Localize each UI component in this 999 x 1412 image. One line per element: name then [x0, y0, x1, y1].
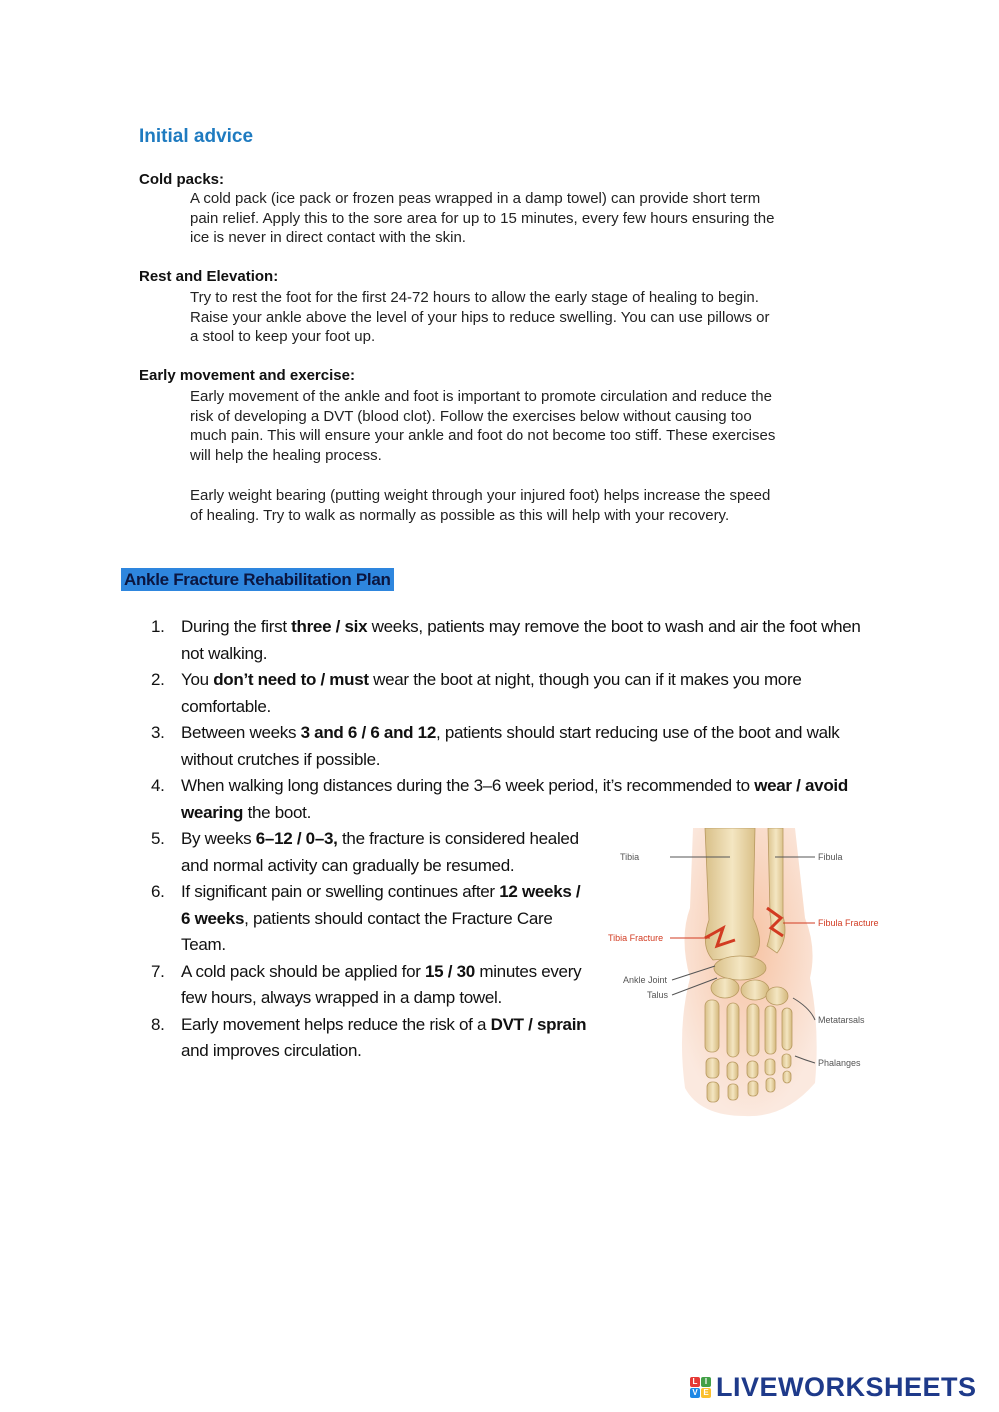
initial-advice-heading: Initial advice	[139, 126, 254, 147]
plan-item-number: 7.	[151, 961, 165, 981]
plan-item	[151, 879, 597, 959]
plan-item-line	[181, 614, 881, 641]
plan-item-line	[181, 694, 881, 721]
label-metatarsals: Metatarsals	[818, 1015, 865, 1025]
plan-text: minutes every	[474, 961, 582, 981]
plan-item-line	[181, 800, 881, 827]
plan-text: When walking long distances during the 3–6 week period, it’s recommended to	[181, 776, 755, 795]
plan-item	[151, 959, 597, 1012]
answer-option: 3 and 6 / 6 and 12	[300, 723, 436, 742]
plan-item-number: 5.	[151, 829, 165, 848]
plan-item-number: 1.	[151, 617, 165, 636]
plan-item-line	[181, 985, 597, 1012]
rehab-plan-list-continued	[151, 826, 597, 1065]
plan-item-number: 4.	[151, 776, 165, 795]
liveworksheets-logo	[690, 1372, 977, 1402]
answer-option: wearing	[181, 802, 244, 822]
rehab-plan-title: Ankle Fracture Rehabilitation Plan	[121, 568, 394, 591]
cold-packs-paragraph: A cold pack (ice pack or frozen peas wrapped in a damp towel) can provide short term pain relief. Apply this to the sore area for up to 15 minutes, every few hours ensuring the ice is never in direct contact with the skin.	[190, 190, 775, 247]
cold-packs-title: Cold packs:	[139, 171, 225, 188]
label-ankle-joint: Ankle Joint	[623, 975, 668, 985]
plan-item-number: 3.	[151, 723, 165, 742]
plan-item	[151, 614, 881, 667]
label-tibia-fracture: Tibia Fracture	[608, 933, 664, 943]
plan-text: During the first	[181, 617, 292, 636]
plan-text: If significant pain or swelling continues after	[181, 882, 500, 901]
plan-item-line	[181, 641, 881, 668]
plan-text: Early movement helps reduce the risk of a	[181, 1014, 491, 1034]
label-fibula: Fibula	[818, 852, 843, 862]
plan-item	[151, 826, 597, 879]
plan-item-line	[181, 853, 597, 880]
plan-item	[151, 667, 881, 720]
plan-item-line	[181, 747, 881, 774]
answer-option: 6–12 / 0–3,	[255, 829, 338, 848]
plan-text: By weeks	[181, 829, 256, 848]
plan-text: A cold pack should be applied for	[181, 961, 426, 981]
plan-text: , patients should contact the Fracture Care	[244, 908, 553, 928]
label-phalanges: Phalanges	[818, 1058, 861, 1068]
answer-option: don’t need to / must	[213, 670, 369, 689]
plan-item	[151, 773, 881, 826]
plan-item-line	[181, 1012, 597, 1039]
label-tibia: Tibia	[620, 852, 640, 862]
answer-option: 6 weeks	[181, 908, 245, 928]
answer-option: three / six	[291, 617, 368, 636]
early-movement-paragraph: Early movement of the ankle and foot is important to promote circulation and reduce the risk of developing a DVT (blood clot). Follow the exercises below without causing too much pain. This will ensure your ankle and foot do not become too stiff. These exercises will help the healing process.	[190, 388, 776, 465]
rehab-plan-list	[151, 614, 881, 826]
logo-mark-icon: L I V E	[690, 1377, 711, 1398]
weight-bearing-paragraph: Early weight bearing (putting weight through your injured foot) helps increase the speed of healing. Try to walk as normally as possible as this will help with your recovery.	[190, 487, 771, 524]
plan-text: Between weeks	[181, 723, 301, 742]
answer-option: DVT / sprain	[490, 1014, 587, 1034]
plan-item-line	[181, 959, 597, 986]
answer-option: 15 / 30	[425, 961, 475, 981]
plan-text: the fracture is considered healed	[337, 829, 579, 848]
plan-text: without crutches if possible.	[181, 749, 381, 769]
plan-item-number: 8.	[151, 1014, 165, 1034]
answer-option: 12 weeks /	[499, 882, 581, 901]
plan-item	[151, 1012, 597, 1065]
talus-bone	[714, 956, 766, 980]
plan-text: wear the boot at night, though you can if it makes you more	[368, 670, 802, 689]
rest-elevation-paragraph: Try to rest the foot for the first 24-72 hours to allow the early stage of healing to begin. Raise your ankle above the level of your hips to reduce swelling. You can use pillows or a stool to keep your foot up.	[190, 289, 770, 346]
plan-text: , patients should start reducing use of the boot and walk	[435, 723, 840, 742]
plan-text: and improves circulation.	[181, 1041, 362, 1060]
plan-item-line	[181, 773, 881, 800]
plan-item-line	[181, 932, 597, 959]
plan-text: comfortable.	[181, 696, 271, 716]
label-talus: Talus	[647, 990, 669, 1000]
plan-item	[151, 720, 881, 773]
plan-text: few hours, always wrapped in a damp towel.	[181, 988, 502, 1007]
plan-item-number: 2.	[151, 670, 165, 689]
plan-item-line	[181, 906, 597, 933]
rest-elevation-title: Rest and Elevation:	[139, 268, 279, 285]
plan-item-line	[181, 879, 597, 906]
plan-text: the boot.	[243, 802, 312, 822]
ankle-fracture-illustration	[605, 828, 890, 1118]
logo-brand-text: LIVEWORKSHEETS	[716, 1371, 977, 1402]
plan-item-line	[181, 720, 881, 747]
plan-item-line	[181, 826, 597, 853]
plan-text: weeks, patients may remove the boot to wash and air the foot when	[367, 617, 861, 636]
plan-item-line	[181, 1038, 597, 1065]
early-movement-title: Early movement and exercise:	[139, 367, 355, 384]
label-fibula-fracture: Fibula Fracture	[818, 918, 879, 928]
plan-item-number: 6.	[151, 882, 165, 901]
plan-item-line	[181, 667, 881, 694]
plan-text: and normal activity can gradually be resumed.	[181, 855, 515, 875]
answer-option: wear / avoid	[754, 776, 848, 795]
plan-text: You	[181, 670, 214, 689]
plan-text: not walking.	[181, 643, 268, 663]
plan-text: Team.	[181, 935, 226, 954]
